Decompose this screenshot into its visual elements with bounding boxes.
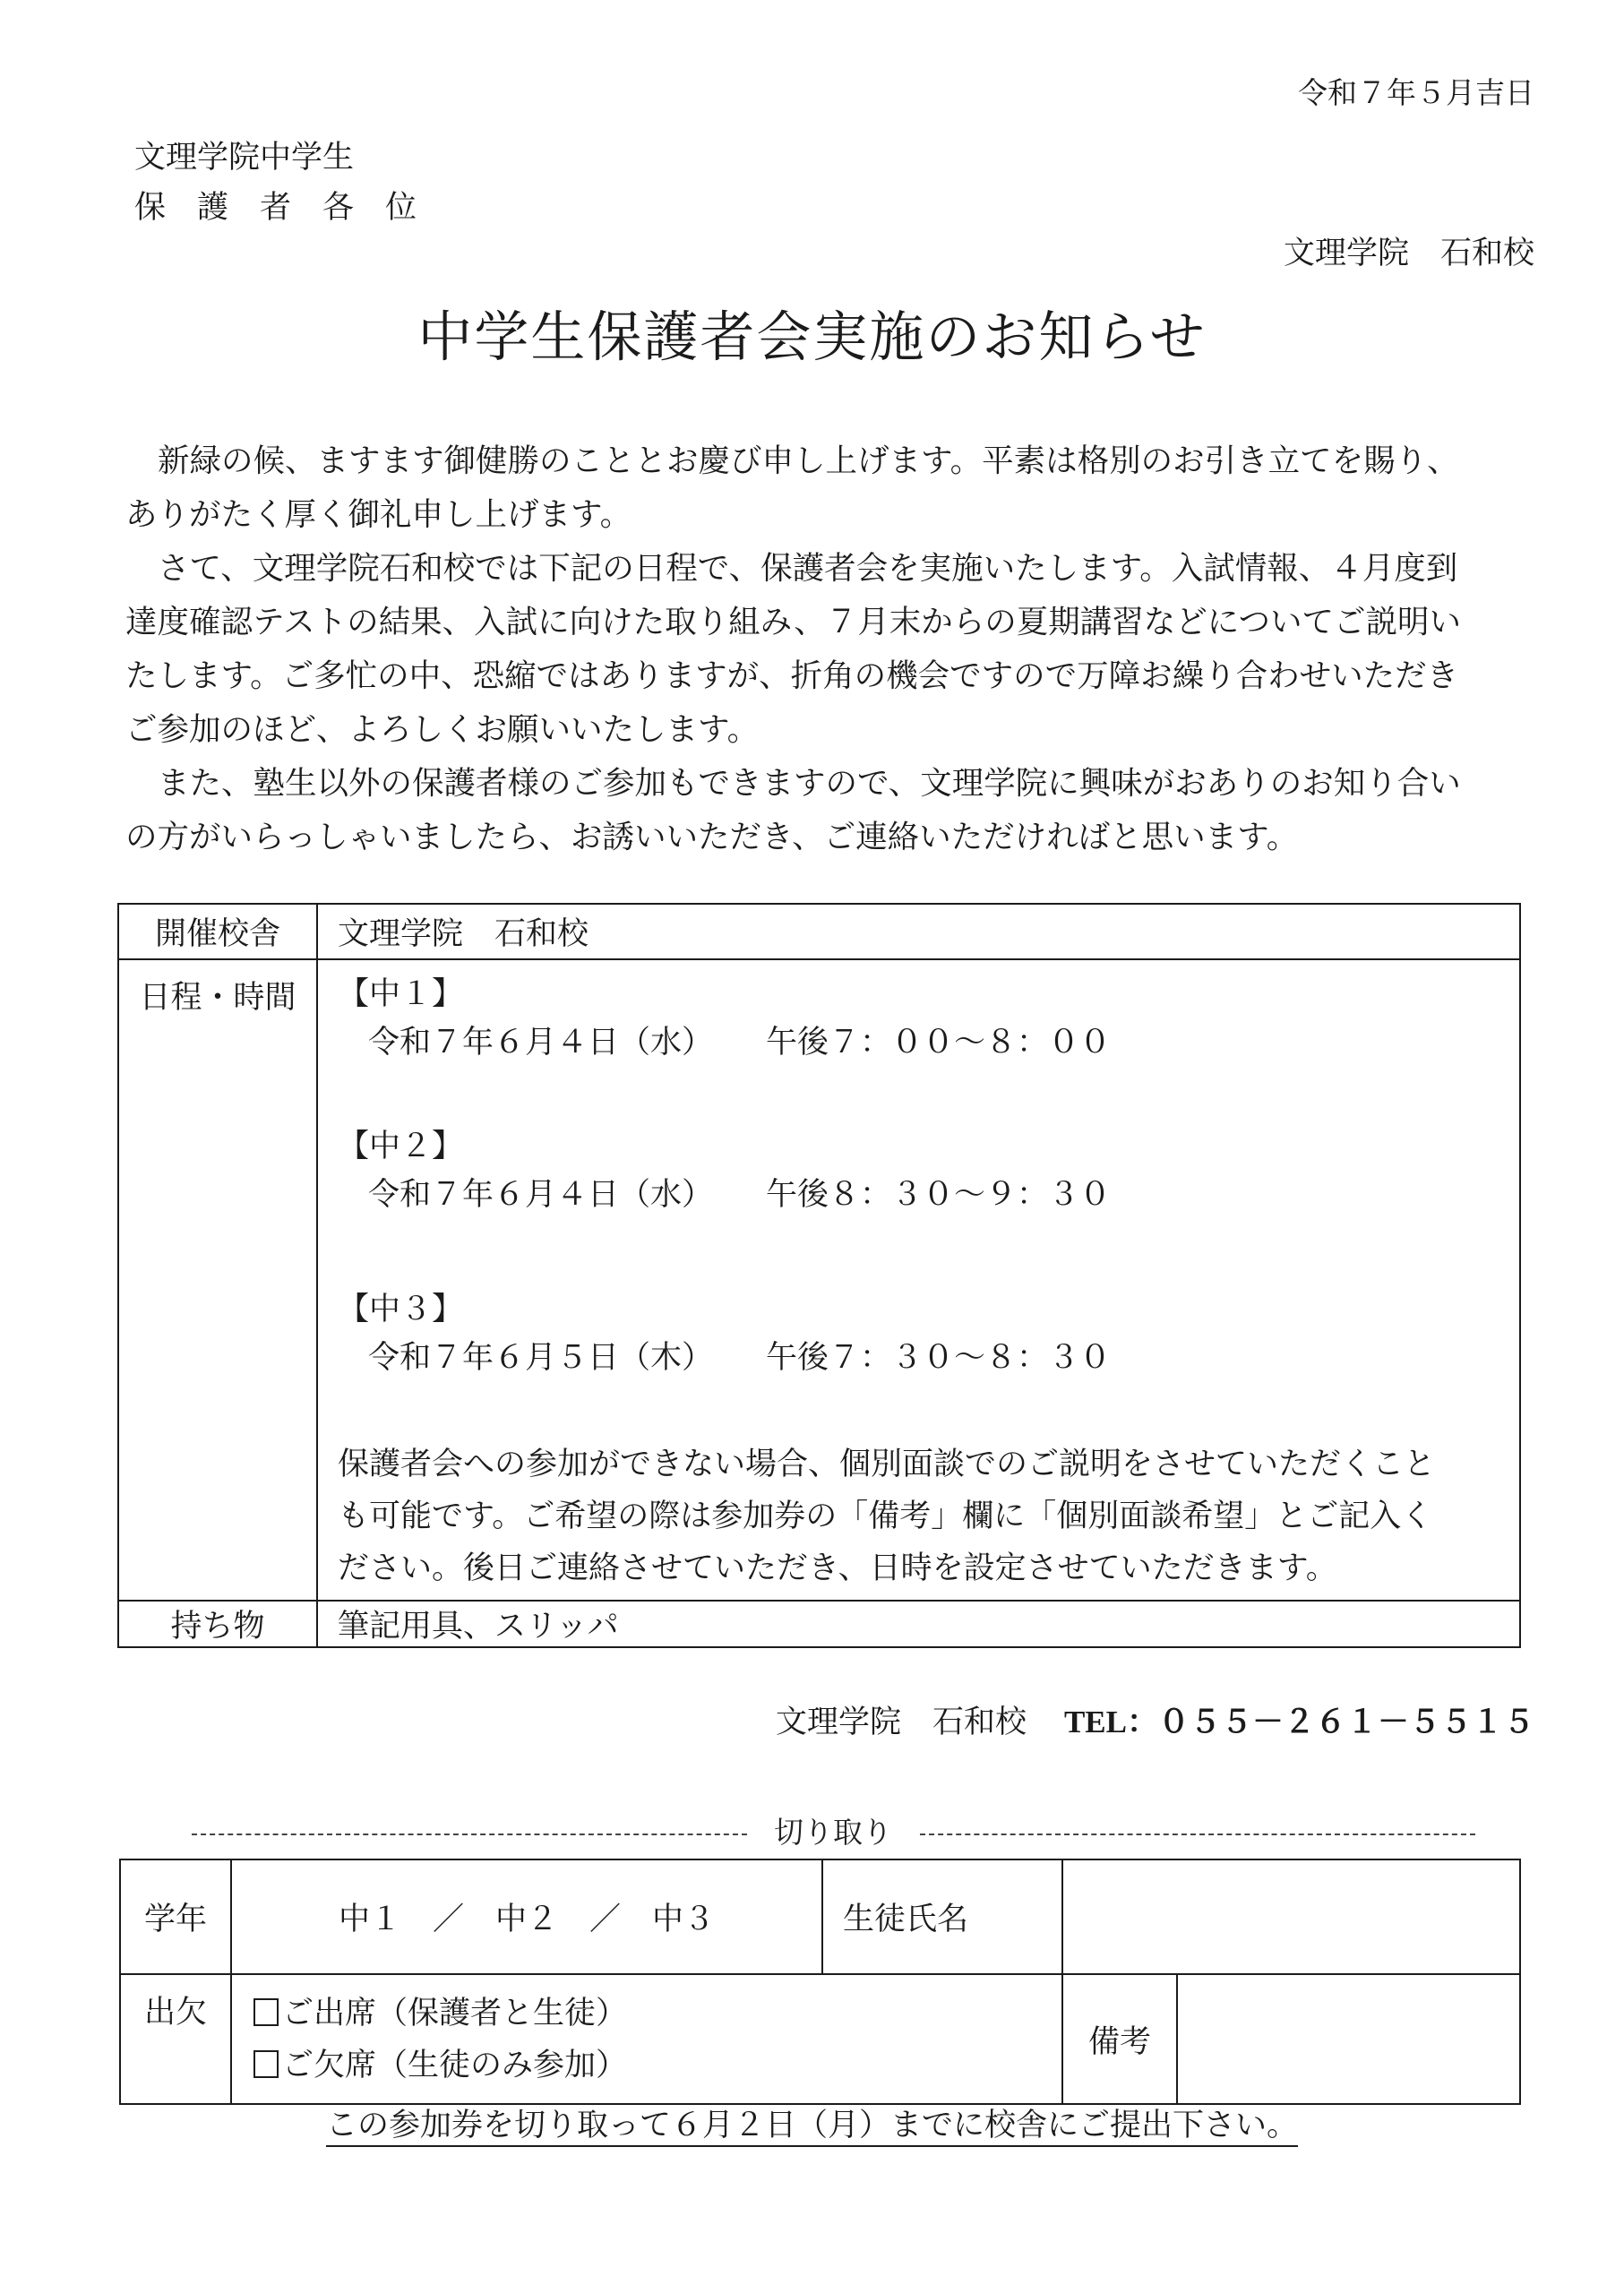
attendance-label: 出欠 xyxy=(120,1974,231,2104)
deadline-text: この参加券を切り取って６月２日（月）までに校舎にご提出下さい。 xyxy=(326,2108,1298,2147)
items-label: 持ち物 xyxy=(118,1601,317,1647)
attendance-slip xyxy=(119,1859,1521,2105)
attend-option[interactable] xyxy=(253,1988,1061,2040)
body-line: また、塾生以外の保護者様のご参加もできますので、文理学院に興味がおありのお知り合い xyxy=(158,765,1461,802)
remarks-label: 備考 xyxy=(1062,1974,1177,2104)
grade-1-date: 令和７年６月４日（水） xyxy=(368,1025,714,1061)
grade-3-date: 令和７年６月５日（木） xyxy=(368,1340,714,1376)
attend-checkbox[interactable] xyxy=(253,1998,279,2026)
note-line: 保護者会への参加ができない場合、個別面談でのご説明をさせていただくこと xyxy=(338,1447,1436,1482)
recipient-line-1: 文理学院中学生 xyxy=(134,140,355,176)
student-name-field[interactable] xyxy=(1062,1859,1520,1974)
cut-label: 切り取り xyxy=(774,1815,892,1850)
remarks-field[interactable] xyxy=(1177,1974,1520,2104)
absent-checkbox[interactable] xyxy=(253,2050,279,2078)
schedule-label: 日程・時間 xyxy=(118,959,317,1601)
items-value: 筆記用具、スリッパ xyxy=(317,1601,1520,1647)
venue-value: 文理学院 石和校 xyxy=(317,904,1520,959)
page-title: 中学生保護者会実施のお知らせ xyxy=(417,305,1207,369)
body-line: ご参加のほど、よろしくお願いいたします。 xyxy=(125,711,760,748)
sender: 文理学院 石和校 xyxy=(1283,236,1534,271)
cut-dash-left xyxy=(192,1834,747,1835)
body-line: ありがたく厚く御礼申し上げます。 xyxy=(125,496,632,533)
footer-contact xyxy=(776,1697,1534,1742)
body-line: 達度確認テストの結果、入試に向けた取り組み、７月末からの夏期講習などについてご説明い xyxy=(125,604,1462,640)
body-line: たします。ご多忙の中、恐縮ではありますが、折角の機会ですので万障お繰り合わせいただき xyxy=(125,657,1459,694)
body-line: 新緑の候、ますます御健勝のこととお慶び申し上げます。平素は格別のお引き立てを賜り、 xyxy=(158,442,1459,479)
absent-option-label: ご欠席（生徒のみ参加） xyxy=(282,2047,628,2083)
attend-option-label: ご出席（保護者と生徒） xyxy=(282,1995,628,2031)
body-text xyxy=(125,434,1536,864)
info-table xyxy=(117,903,1521,1648)
grade-2-time: 午後８：３０～９：３０ xyxy=(766,1177,1112,1213)
recipient-line-2: 保 護 者 各 位 xyxy=(134,190,417,226)
cut-dash-right xyxy=(920,1834,1475,1835)
footer-school: 文理学院 石和校 xyxy=(775,1705,1027,1740)
deadline-notice xyxy=(0,2100,1624,2145)
grade-label: 学年 xyxy=(120,1859,231,1974)
cut-line xyxy=(152,1809,1514,1851)
attendance-options xyxy=(231,1974,1062,2104)
absent-option[interactable] xyxy=(253,2040,1061,2091)
grade-1-time: 午後７：００～８：００ xyxy=(766,1025,1112,1061)
schedule-cell xyxy=(317,959,1520,1601)
grade-1-heading: 【中１】 xyxy=(338,976,464,1012)
note-line: ださい。後日ご連絡させていただき、日時を設定させていただきます。 xyxy=(338,1550,1337,1586)
student-name-label: 生徒氏名 xyxy=(822,1859,1062,1974)
venue-label: 開催校舎 xyxy=(118,904,317,959)
document-date: 令和７年５月吉日 xyxy=(1298,75,1534,110)
grade-options[interactable]: 中１ ／ 中２ ／ 中３ xyxy=(231,1859,822,1974)
grade-3-heading: 【中３】 xyxy=(338,1292,464,1327)
note-line: も可能です。ご希望の際は参加券の「備考」欄に「個別面談希望」とご記入く xyxy=(338,1499,1433,1534)
grade-2-date: 令和７年６月４日（水） xyxy=(368,1177,714,1213)
body-line: さて、文理学院石和校では下記の日程で、保護者会を実施いたします。入試情報、４月度到 xyxy=(158,550,1458,587)
footer-tel: TEL：０５５－２６１－５５１５ xyxy=(1063,1705,1534,1739)
grade-2-heading: 【中２】 xyxy=(338,1129,464,1164)
body-line: の方がいらっしゃいましたら、お誘いいただき、ご連絡いただければと思います。 xyxy=(125,819,1299,855)
grade-3-time: 午後７：３０～８：３０ xyxy=(766,1340,1112,1376)
